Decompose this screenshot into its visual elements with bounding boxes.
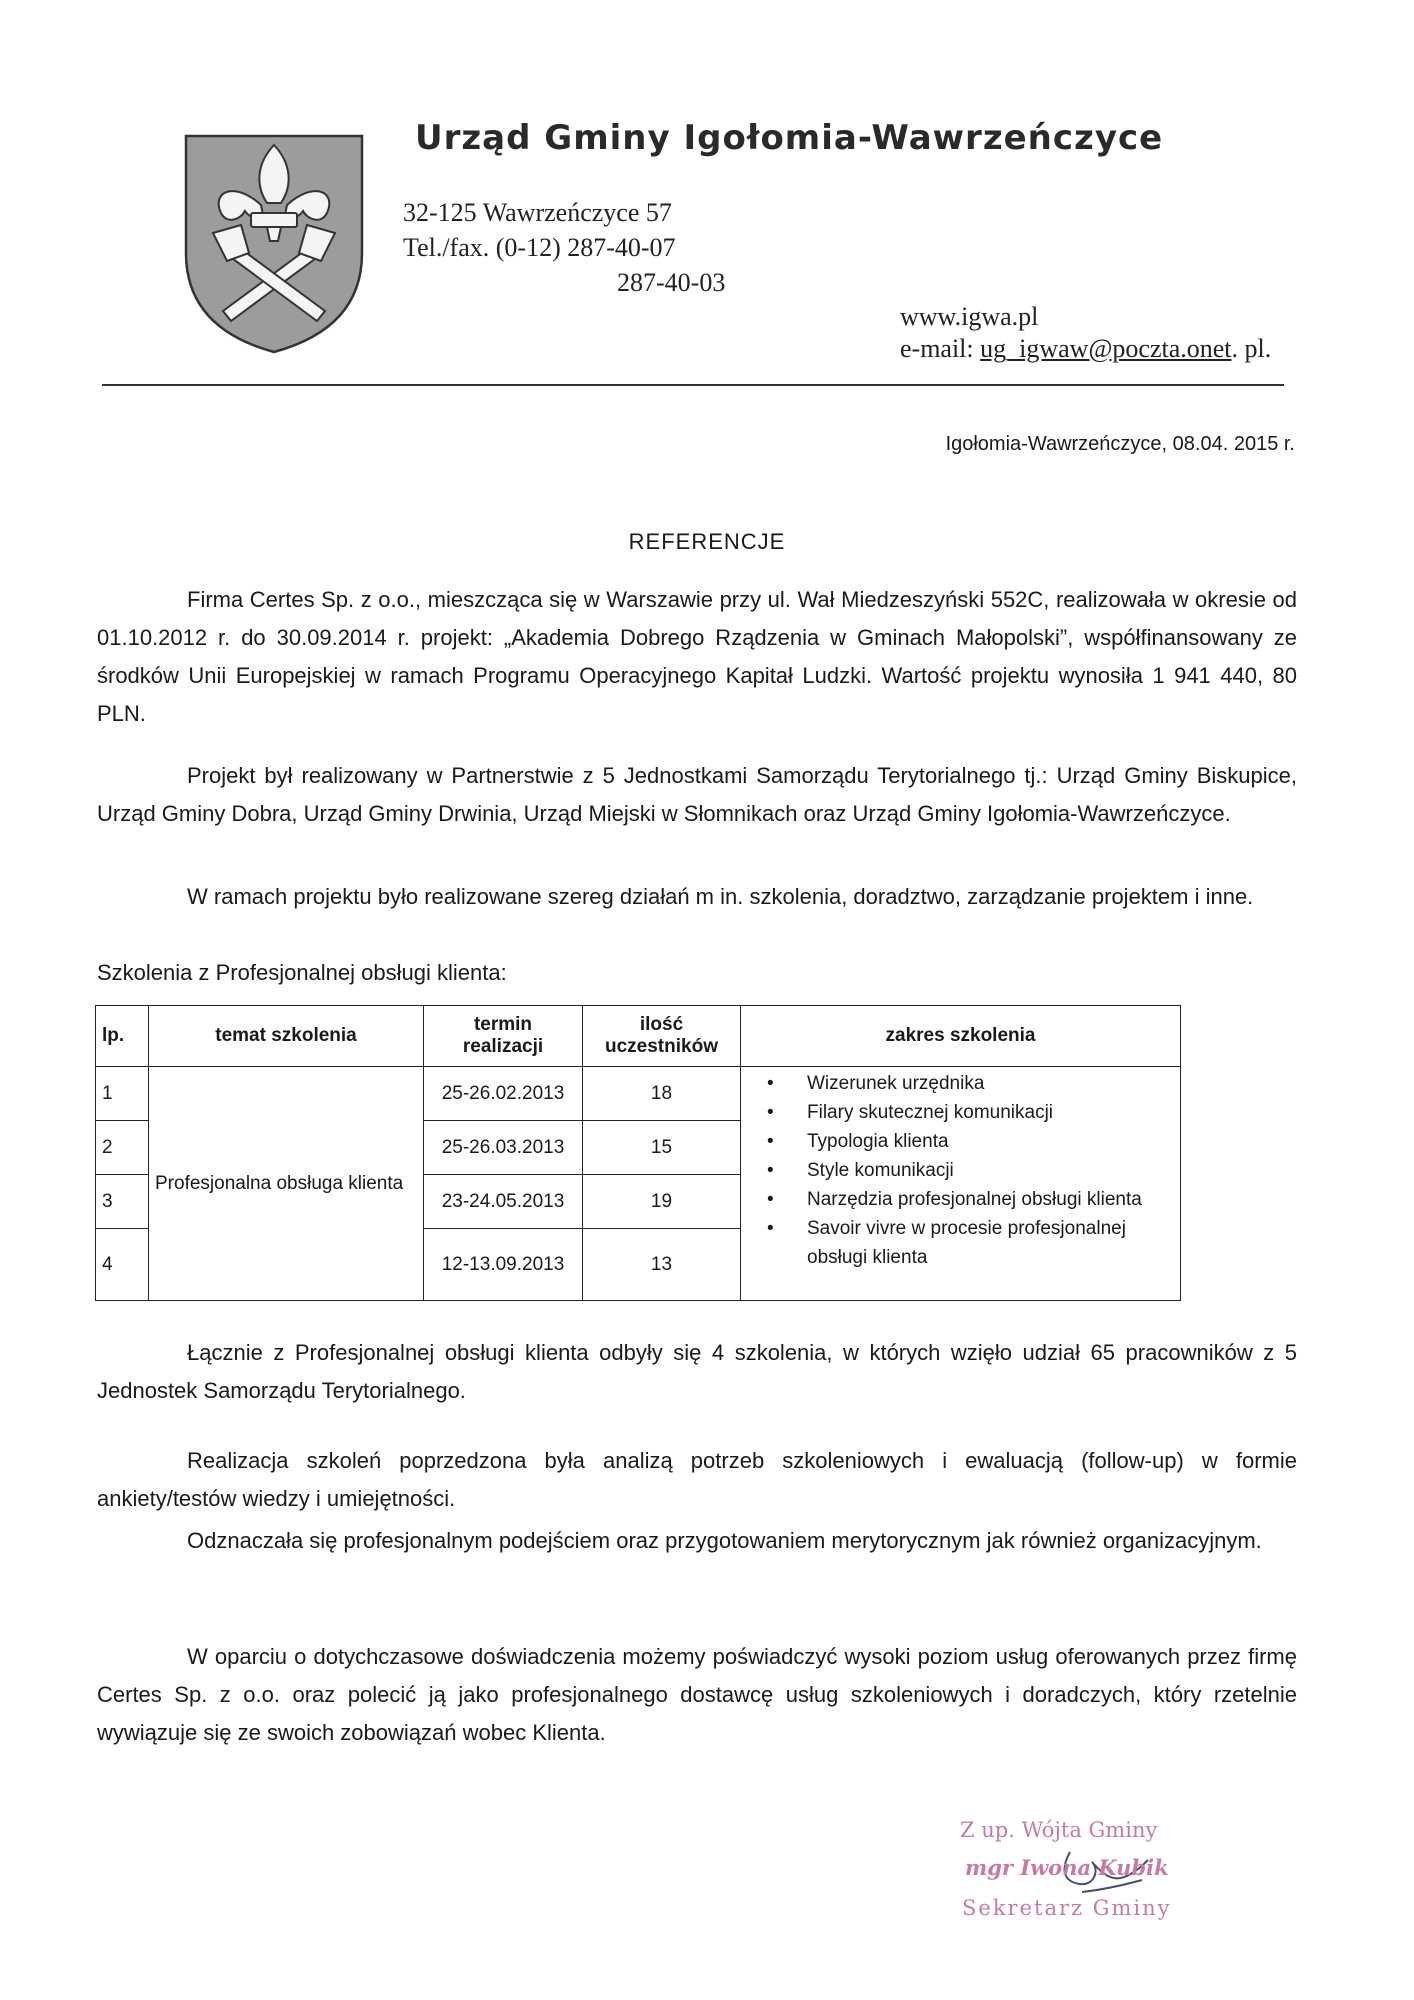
document-title: REFERENCJE (628, 529, 786, 554)
paragraph-6 (97, 1442, 1297, 1518)
phone-line-2: 287-40-03 (617, 268, 726, 297)
phone-line: Tel./fax. (0-12) 287-40-07 (403, 233, 676, 262)
header-temat: temat szkolenia (149, 1006, 424, 1067)
header-divider (102, 384, 1284, 386)
coat-of-arms-logo (183, 133, 365, 355)
stamp-line-1: Z up. Wójta Gminy (960, 1818, 1158, 1842)
cell-topic: Profesjonalna obsługa klienta (149, 1067, 424, 1301)
cell-lp: 4 (96, 1229, 149, 1301)
email-suffix: . pl. (1231, 334, 1272, 363)
website: www.igwa.pl (900, 302, 1039, 331)
date-line: Igołomia-Wawrzeńczyce, 08.04. 2015 r. (945, 433, 1295, 455)
scope-item: • Narzędzia profesjonalnej obsługi klienta (807, 1185, 1180, 1214)
paragraph-8 (97, 1638, 1297, 1752)
paragraph-5 (97, 1334, 1297, 1410)
paragraph-3 (97, 878, 1297, 916)
scope-item: • Filary skutecznej komunikacji (807, 1098, 1180, 1127)
header-termin-2: realizacji (462, 1036, 544, 1057)
paragraph-5-text: Łącznie z Profesjonalnej obsługi klienta odbyły się 4 szkolenia, w których wzięło udział 65 pracowników z 5 Jednostek Samorządu Terytorialnego. (97, 1340, 1297, 1403)
header-ilosc-1: ilość (639, 1014, 684, 1035)
stamp-line-3: Sekretarz Gminy (962, 1896, 1172, 1920)
paragraph-4: Szkolenia z Profesjonalnej obsługi klienta: (97, 960, 507, 985)
header-termin (424, 1006, 583, 1067)
paragraph-2 (97, 757, 1297, 833)
paragraph-3-text: W ramach projektu było realizowane szereg działań m in. szkolenia, doradztwo, zarządzanie projektem i inne. (187, 884, 1254, 909)
stamp-line-2: mgr Iwona Kubik (965, 1855, 1169, 1880)
header-zakres: zakres szkolenia (741, 1006, 1181, 1067)
paragraph-6-text: Realizacja szkoleń poprzedzona była analizą potrzeb szkoleniowych i ewaluacją (follow-up) w formie ankiety/testów wiedzy i umiejętności. (97, 1448, 1297, 1511)
scope-item: • Typologia klienta (807, 1127, 1180, 1156)
address-line: 32-125 Wawrzeńczyce 57 (403, 198, 672, 227)
scope-list (741, 1069, 1180, 1272)
cell-ilosc: 19 (583, 1175, 741, 1229)
paragraph-1 (97, 581, 1297, 733)
header-ilosc (583, 1006, 741, 1067)
cell-ilosc: 18 (583, 1067, 741, 1121)
paragraph-7-text: Odznaczała się profesjonalnym podejściem oraz przygotowaniem merytorycznym jak również organizacyjnym. (187, 1528, 1262, 1553)
scope-item: • Wizerunek urzędnika (807, 1069, 1180, 1098)
paragraph-8-text: W oparciu o dotychczasowe doświadczenia możemy poświadczyć wysoki poziom usług oferowanych przez firmę Certes Sp. z o.o. oraz polecić ją jako profesjonalnego dostawcę usług szkoleniowych i doradczych, który rzetelnie wywiązuje się ze swoich zobowiązań wobec Klienta. (97, 1644, 1297, 1745)
cell-lp: 3 (96, 1175, 149, 1229)
cell-lp: 1 (96, 1067, 149, 1121)
email-label: e-mail: (900, 334, 981, 363)
cell-termin: 12-13.09.2013 (424, 1229, 583, 1301)
cell-termin: 23-24.05.2013 (424, 1175, 583, 1229)
table-header-row (96, 1006, 1181, 1067)
cell-termin: 25-26.03.2013 (424, 1121, 583, 1175)
cell-scope (741, 1067, 1181, 1301)
cell-ilosc: 13 (583, 1229, 741, 1301)
cell-lp: 2 (96, 1121, 149, 1175)
office-name: Urząd Gminy Igołomia-Wawrzeńczyce (415, 118, 1164, 158)
header-ilosc-2: uczestników (605, 1036, 718, 1057)
training-table (95, 1005, 1181, 1301)
paragraph-2-text: Projekt był realizowany w Partnerstwie z 5 Jednostkami Samorządu Terytorialnego tj.: Urząd Gminy Biskupice, Urząd Gminy Dobra, Urząd Gminy Drwinia, Urząd Miejski w Słomnikach oraz Urząd Gminy Igołomia-Wawrzeńczyce. (97, 763, 1297, 826)
email-link[interactable]: ug_igwaw@poczta.onet (980, 334, 1232, 363)
paragraph-7 (97, 1522, 1297, 1560)
table-row (96, 1067, 1181, 1121)
paragraph-1-text: Firma Certes Sp. z o.o., mieszcząca się w Warszawie przy ul. Wał Miedzeszyński 552C, realizowała w okresie od 01.10.2012 r. do 30.09.2014 r. projekt: „Akademia Dobrego Rządzenia w Gminach Małopolski”, współfinansowany ze środków Unii Europejskiej w ramach Programu Operacyjnego Kapitał Ludzki. Wartość projektu wynosiła 1 941 440, 80 PLN. (97, 587, 1297, 726)
scope-item: • Style komunikacji (807, 1156, 1180, 1185)
cell-ilosc: 15 (583, 1121, 741, 1175)
cell-termin: 25-26.02.2013 (424, 1067, 583, 1121)
scope-item: • Savoir vivre w procesie profesjonalnej obsługi klienta (807, 1214, 1180, 1272)
header-lp: lp. (96, 1006, 149, 1067)
header-termin-1: termin (473, 1014, 533, 1035)
email-line (900, 334, 1271, 364)
